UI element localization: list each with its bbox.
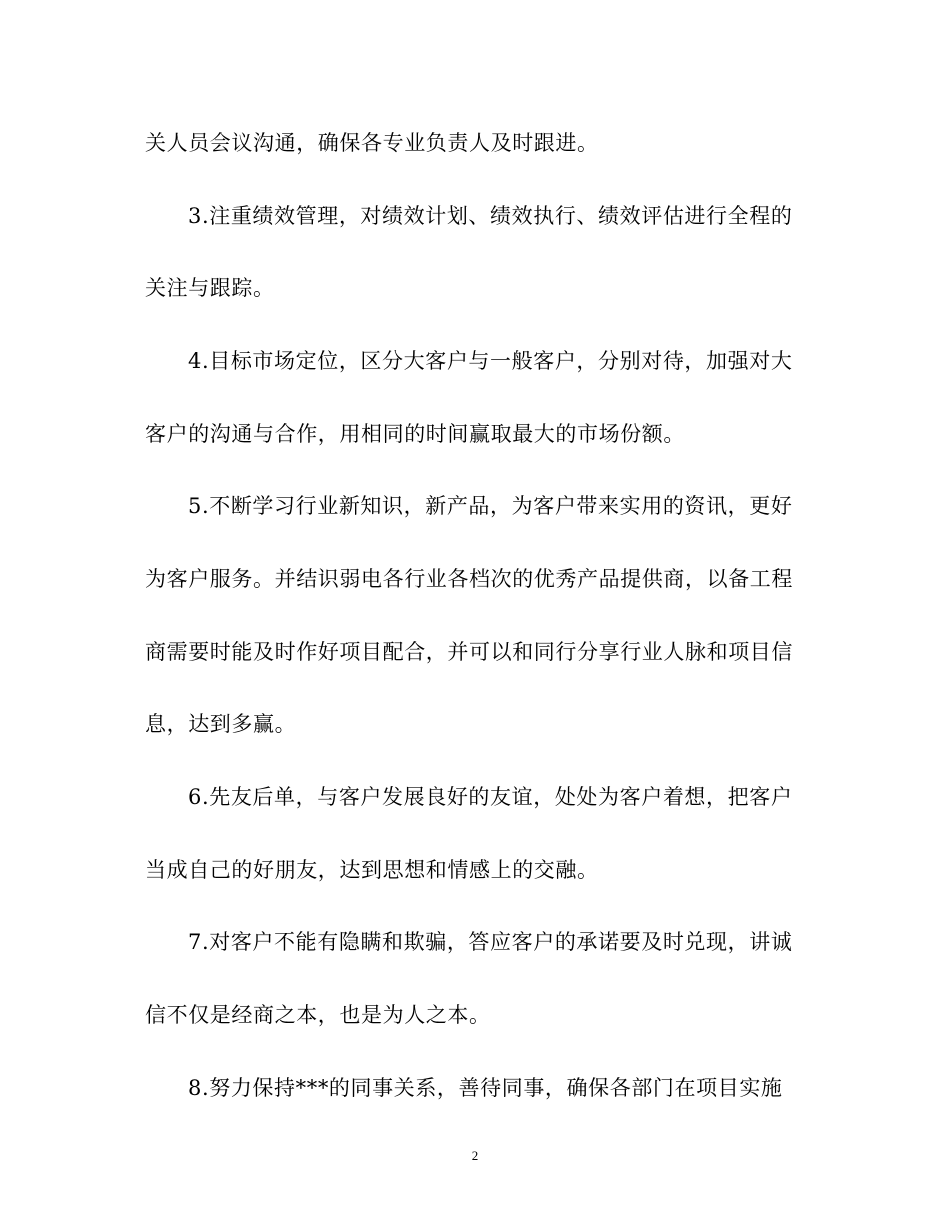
list-item-4: 4.目标市场定位，区分大客户与一般客户，分别对待，加强对大 [188,349,793,373]
list-item-7: 7.对客户不能有隐瞒和欺骗，答应客户的承诺要及时兑现，讲诚 [188,930,793,954]
text-line: 客户的沟通与合作，用相同的时间赢取最大的市场份额。 [145,422,685,446]
page-number: 2 [471,1148,479,1163]
text-line: 商需要时能及时作好项目配合，并可以和同行分享行业人脉和项目信 [145,640,793,664]
text-line: 为客户服务。并结识弱电各行业各档次的优秀产品提供商，以备工程 [145,567,793,591]
list-item-5: 5.不断学习行业新知识，新产品，为客户带来实用的资讯，更好 [188,494,793,518]
text-line: 关人员会议沟通，确保各专业负责人及时跟进。 [145,131,599,155]
list-item-8: 8.努力保持***的同事关系，善待同事，确保各部门在项目实施 [188,1076,783,1100]
list-item-3: 3.注重绩效管理，对绩效计划、绩效执行、绩效评估进行全程的 [188,204,793,228]
text-line: 关注与跟踪。 [145,276,275,300]
list-item-6: 6.先友后单，与客户发展良好的友谊，处处为客户着想，把客户 [188,785,793,809]
text-line: 当成自己的好朋友，达到思想和情感上的交融。 [145,858,599,882]
text-line: 信不仅是经商之本，也是为人之本。 [145,1003,491,1027]
text-line: 息，达到多赢。 [145,712,297,736]
